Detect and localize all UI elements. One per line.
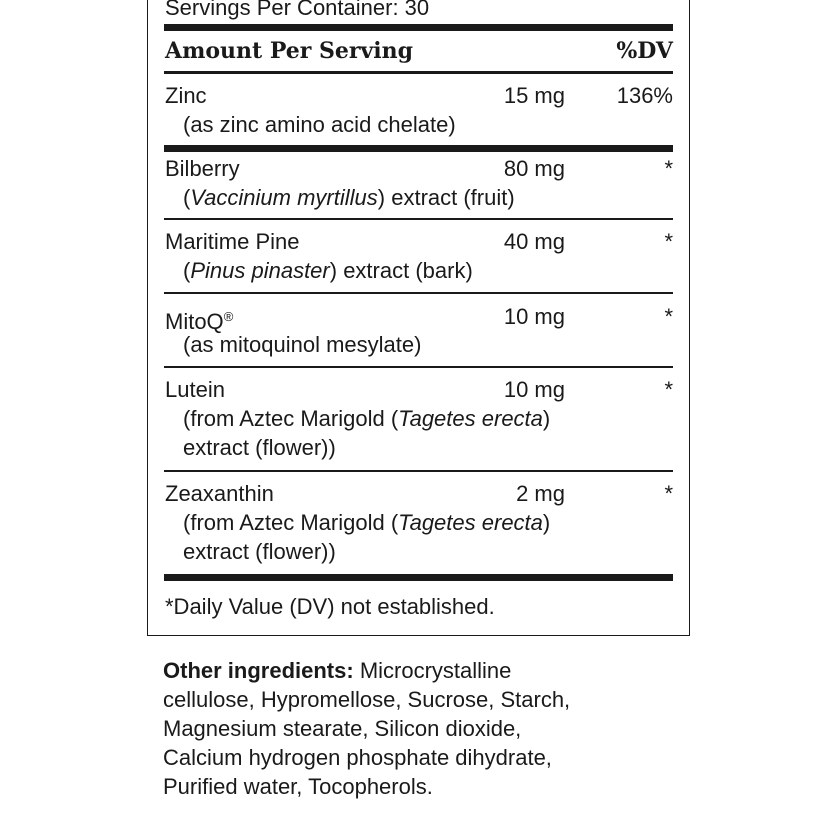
- amount-per-serving-label: Amount Per Serving: [165, 38, 414, 64]
- ingredient-dv-maritime-pine: *: [664, 229, 673, 254]
- other-ingredients-line: cellulose, Hypromellose, Sucrose, Starch,: [163, 687, 571, 712]
- ingredient-amount-mitoq: 10 mg: [503, 304, 565, 329]
- ingredient-amount-zeaxanthin: 2 mg: [516, 481, 565, 506]
- row-divider: [164, 470, 673, 472]
- other-ingredients-line: Magnesium stearate, Silicon dioxide,: [163, 716, 522, 741]
- ingredient-name-maritime-pine: Maritime Pine: [165, 229, 300, 254]
- ingredient-dv-lutein: *: [664, 377, 673, 402]
- ingredient-dv-mitoq: *: [664, 304, 673, 329]
- ingredient-detail-mitoq: (as mitoquinol mesylate): [183, 332, 422, 357]
- ingredient-name-bilberry: Bilberry: [165, 156, 240, 181]
- ingredient-detail-lutein: (from Aztec Marigold (Tagetes erecta): [183, 406, 551, 431]
- other-ingredients-line: Microcrystalline: [359, 658, 512, 683]
- ingredient-amount-bilberry: 80 mg: [503, 156, 565, 181]
- ingredient-detail-zeaxanthin: (from Aztec Marigold (Tagetes erecta): [183, 510, 551, 535]
- ingredient-detail-zinc: (as zinc amino acid chelate): [183, 112, 456, 137]
- other-ingredients-label: Other ingredients:: [163, 658, 354, 683]
- ingredient-dv-zinc: 136%: [616, 83, 673, 108]
- row-divider: [164, 218, 673, 220]
- header-divider: [164, 71, 673, 74]
- other-ingredients: [163, 656, 703, 801]
- row-divider: [164, 366, 673, 368]
- ingredient-amount-lutein: 10 mg: [503, 377, 565, 402]
- latin-name: Pinus pinaster: [190, 258, 330, 283]
- row-divider: [164, 292, 673, 294]
- ingredient-dv-bilberry: *: [664, 156, 673, 181]
- ingredient-amount-maritime-pine: 40 mg: [503, 229, 565, 254]
- registered-mark: ®: [223, 309, 234, 324]
- ingredient-detail-maritime-pine: (Pinus pinaster) extract (bark): [183, 258, 473, 283]
- supplement-facts-panel: [147, 0, 690, 636]
- ingredient-detail-lutein-line2: extract (flower)): [183, 435, 336, 460]
- ingredient-detail-bilberry: (Vaccinium myrtillus) extract (fruit): [183, 185, 515, 210]
- ingredient-name-zeaxanthin: Zeaxanthin: [165, 481, 274, 506]
- latin-name: Vaccinium myrtillus: [190, 185, 378, 210]
- ingredient-name-lutein: Lutein: [165, 377, 225, 402]
- other-ingredients-line: Calcium hydrogen phosphate dihydrate,: [163, 745, 552, 770]
- other-ingredients-line: Purified water, Tocopherols.: [163, 774, 433, 799]
- ingredient-name-mitoq: MitoQ®: [165, 309, 234, 334]
- servings-per-container: Servings Per Container: 30: [165, 0, 430, 20]
- ingredient-dv-zeaxanthin: *: [664, 481, 673, 506]
- ingredient-detail-zeaxanthin-line2: extract (flower)): [183, 539, 336, 564]
- dv-footnote: *Daily Value (DV) not established.: [165, 594, 495, 619]
- dv-header-label: %DV: [616, 38, 673, 64]
- thick-divider: [164, 24, 673, 31]
- ingredient-amount-zinc: 15 mg: [503, 83, 565, 108]
- latin-name: Tagetes erecta: [398, 510, 543, 535]
- ingredient-name-zinc: Zinc: [165, 83, 207, 108]
- latin-name: Tagetes erecta: [398, 406, 543, 431]
- thick-divider: [164, 574, 673, 581]
- thick-divider: [164, 145, 673, 152]
